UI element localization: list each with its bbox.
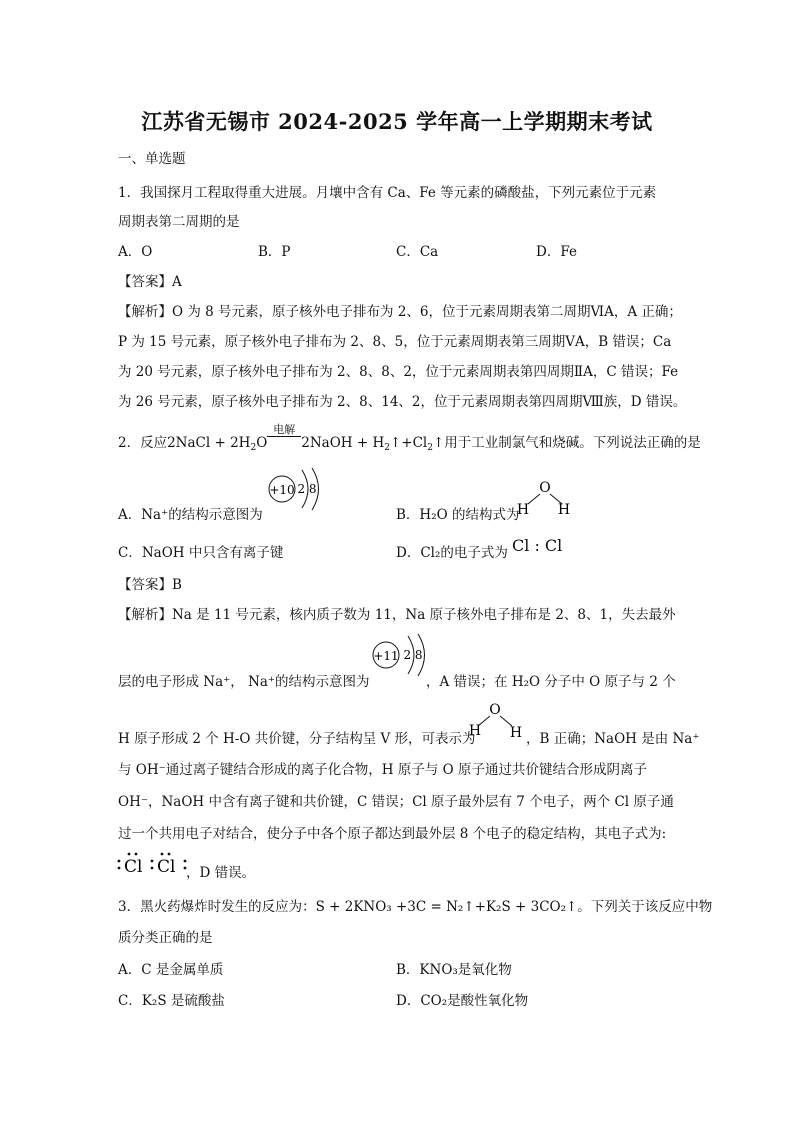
- q2-option-c: C．NaOH 中只含有离子键: [118, 545, 284, 561]
- q1-option-a: A．O: [118, 244, 153, 260]
- shell-electrons-2: 2 8: [403, 648, 423, 662]
- shell-electrons: 2 8: [297, 482, 317, 496]
- q3-stem-line-2: 质分类正确的是: [118, 930, 213, 946]
- q3-option-c: C．K₂S 是硫酸盐: [118, 993, 225, 1009]
- nucleus-label-2: +11: [373, 649, 399, 663]
- water-structure-formula: [516, 474, 576, 516]
- q2-analysis-line-6: 过一个共用电子对结合，使分子中各个原子都达到最外层 8 个电子的稳定结构，其电子式为:: [118, 826, 667, 842]
- q1-analysis-line-4: 为 26 号元素，原子核外电子排布为 2、8、14、2，位于元素周期表第四周期Ⅷ族，D 错误。: [118, 394, 687, 410]
- oxygen-atom: O: [539, 480, 551, 496]
- q2-analysis-line-5: OH⁻，NaOH 中含有离子键和共价键，C 错误；Cl 原子最外层有 7 个电子，两个 Cl 原子通: [118, 794, 674, 810]
- q2-analysis-line-1: 【解析】Na 是 11 号元素，核内质子数为 11，Na 原子核外电子排布是 2、8、1，失去最外: [118, 607, 676, 623]
- hydrogen-atom-right-2: H: [509, 725, 523, 741]
- hydrogen-atom-left-2: H: [468, 723, 482, 739]
- q1-analysis-line-2: P 为 15 号元素，原子核外电子排布为 2、8、5，位于元素周期表第三周期ⅤA，B 错误；Ca: [118, 334, 672, 350]
- q2-stem-suffix: 用于工业制氯气和烧碱。下列说法正确的是: [444, 435, 701, 451]
- q1-stem-line-1: 1．我国探月工程取得重大进展。月壤中含有 Ca、Fe 等元素的磷酸盐，下列元素位于元素: [118, 185, 657, 201]
- q2-stem: 2．反应2NaCl + $2H_2O$ 电解 2NaOH + $H_2↑+Cl_2↑$用于工业制氯气和烧碱。下列说法正确的是: [118, 423, 701, 453]
- page-title: 江苏省无锡市 2024-2025 学年高一上学期期末考试: [141, 109, 653, 134]
- hydrogen-atom-right: H: [557, 502, 571, 516]
- q1-option-b: B．P: [258, 244, 291, 260]
- q3-stem-line-1: 3．黑火药爆炸时发生的反应为：S + 2KNO₃ +3C = N₂↑+K₂S + 3CO₂↑。下列关于该反应中物: [118, 899, 713, 915]
- q2-stem-prefix: 2．反应2NaCl + 2H: [118, 435, 251, 451]
- cl2-lewis-structure: [114, 849, 190, 877]
- q1-analysis-line-3: 为 20 号元素，原子核外电子排布为 2、8、8、2，位于元素周期表第四周期ⅡA，C 错误；Fe: [118, 364, 679, 380]
- q3-option-a: A．C 是金属单质: [118, 962, 224, 978]
- q1-stem-line-2: 周期表第二周期的是: [118, 214, 240, 230]
- chlorine-atom-left: Cl: [124, 857, 143, 877]
- q1-answer: 【答案】A: [118, 274, 182, 290]
- q3-option-d: D．CO₂是酸性氧化物: [396, 993, 529, 1009]
- q1-analysis-line-1: 【解析】O 为 8 号元素，原子核外电子排布为 2、6，位于元素周期表第二周期ⅥA，A 正确；: [118, 304, 682, 320]
- cl2-electron-formula: Cl : Cl: [512, 536, 563, 555]
- oxygen-atom-2: O: [489, 702, 501, 718]
- section-heading: 一、单选题: [118, 151, 186, 167]
- q2-analysis-line-2b: ，A 错误；在 H₂O 分子中 O 原子与 2 个: [426, 674, 676, 690]
- hydrogen-atom-left: H: [516, 502, 530, 516]
- water-structure-formula-2: [466, 697, 526, 741]
- q1-option-d: D．Fe: [536, 244, 577, 260]
- q2-analysis-line-2a: 层的电子形成 Na⁺， Na⁺的结构示意图为: [118, 674, 370, 690]
- q2-analysis-line-4: 与 OH⁻通过离子键结合形成的离子化合物，H 原子与 O 原子通过共价键结合形成阴离子: [118, 762, 647, 778]
- q3-option-b: B．KNO₃是氧化物: [396, 962, 512, 978]
- q2-analysis-line-3b: ，B 正确；NaOH 是由 Na⁺: [526, 731, 700, 747]
- q2-option-a: A．Na⁺的结构示意图为: [118, 507, 263, 523]
- q2-option-d: D．Cl₂的电子式为: [396, 545, 508, 561]
- q2-analysis-line-3a: H 原子形成 2 个 H-O 共价键，分子结构呈 V 形，可表示为: [118, 731, 476, 747]
- electrolysis-condition: 电解: [267, 423, 301, 437]
- na-ion-structure-diagram: [262, 466, 332, 514]
- chlorine-atom-right: Cl: [157, 857, 176, 877]
- q2-option-b: B．H₂O 的结构式为: [396, 507, 520, 523]
- q2-answer: 【答案】B: [118, 577, 182, 593]
- nucleus-label: +10: [269, 483, 295, 497]
- q1-option-c: C．Ca: [396, 244, 439, 260]
- q2-analysis-line-7: ，D 错误。: [186, 865, 256, 881]
